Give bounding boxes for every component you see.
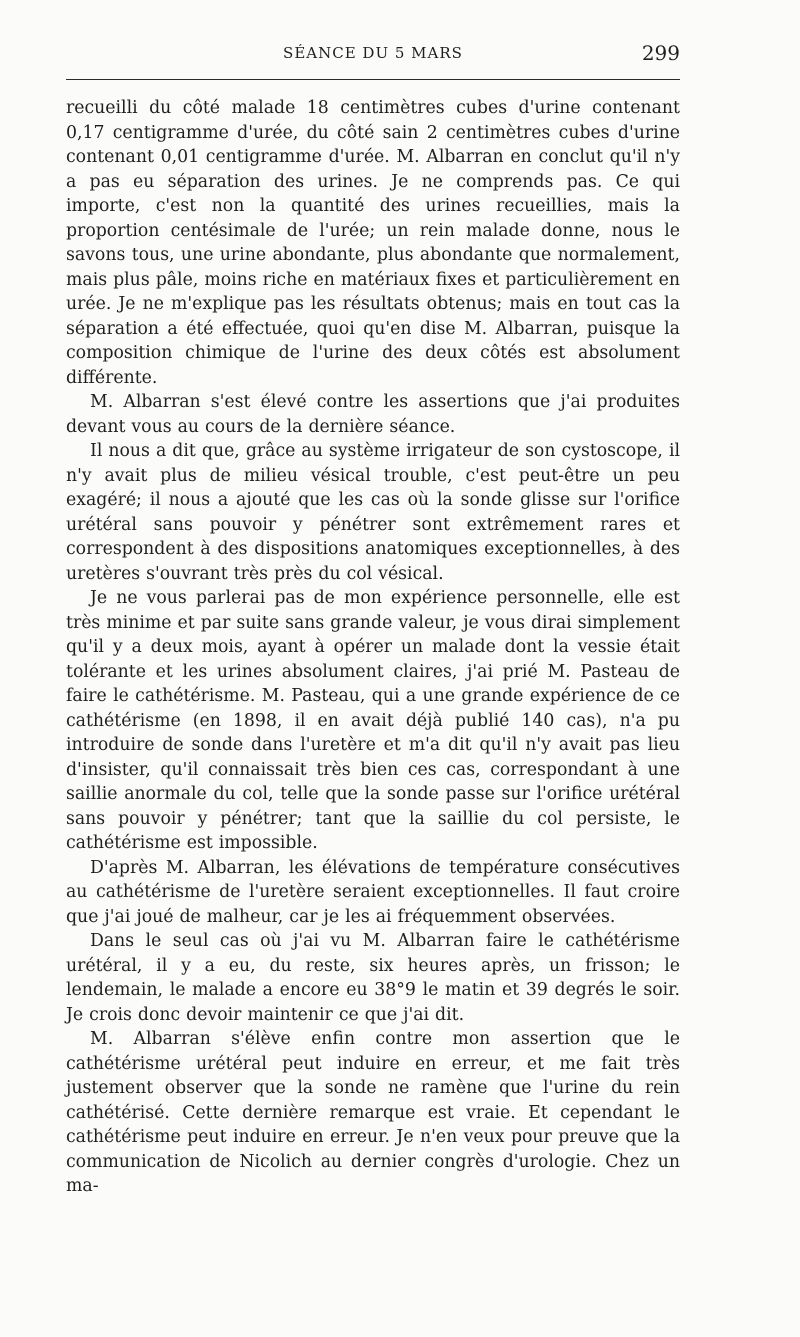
header-rule (66, 79, 680, 80)
paragraph-6: Dans le seul cas où j'ai vu M. Albarran faire le cathétérisme urétéral, il y a eu, du reste, six heures après, un frisson; le lendemain, le malade a encore eu 38°9 le matin et 39 degrés le soir. Je crois donc devoir maintenir ce que j'ai dit. (66, 931, 680, 1025)
body-text (66, 96, 680, 1199)
page-number: 299 (641, 41, 680, 65)
running-title: SÉANCE DU 5 MARS (283, 44, 463, 62)
paragraph-7: M. Albarran s'élève enfin contre mon assertion que le cathétérisme urétéral peut induire en erreur, et me fait très justement observer que la sonde ne ramène que l'urine du rein cathétérisé. Cette dernière remarque est vraie. Et cependant le cathétérisme peut induire en erreur. Je n'en veux pour preuve que la communication de Nicolich au dernier congrès d'urologie. Chez un ma- (66, 1029, 680, 1196)
paragraph-1: recueilli du côté malade 18 centimètres cubes d'urine contenant 0,17 centigramme d'urée, du côté sain 2 centimètres cubes d'urine contenant 0,01 centigramme d'urée. M. Albarran en conclut qu'il n'y a pas eu séparation des urines. Je ne comprends pas. Ce qui importe, c'est non la quantité des urines recueillies, mais la proportion centésimale de l'urée; un rein malade donne, nous le savons tous, une urine abondante, plus abondante que normalement, mais plus pâle, moins riche en matériaux fixes et particulièrement en urée. Je ne m'explique pas les résultats obtenus; mais en tout cas la séparation a été effectuée, quoi qu'en dise M. Albarran, puisque la composition chimique de l'urine des deux côtés est absolument différente. (66, 98, 680, 388)
paragraph-2: M. Albarran s'est élevé contre les assertions que j'ai produites devant vous au cours de la dernière séance. (66, 392, 680, 437)
page-header (66, 41, 680, 74)
paragraph-4: Je ne vous parlerai pas de mon expérience personnelle, elle est très minime et par suite sans grande valeur, je vous dirai simplement qu'il y a deux mois, ayant à opérer un malade dont la vessie était tolérante et les urines absolument claires, j'ai prié M. Pasteau de faire le cathétérisme. M. Pasteau, qui a une grande expérience de ce cathétérisme (en 1898, il en avait déjà publié 140 cas), n'a pu introduire de sonde dans l'uretère et m'a dit qu'il n'y avait pas lieu d'insister, qu'il connaissait très bien ces cas, correspondant à une saillie anormale du col, telle que la sonde passe sur l'orifice urétéral sans pouvoir y pénétrer; tant que la saillie du col persiste, le cathétérisme est impossible. (66, 588, 680, 853)
paragraph-3: Il nous a dit que, grâce au système irrigateur de son cystoscope, il n'y avait plus de milieu vésical trouble, c'est peut-être un peu exagéré; il nous a ajouté que les cas où la sonde glisse sur l'orifice urétéral sans pouvoir y pénétrer sont extrêmement rares et correspondent à des dispositions anatomiques exceptionnelles, à des uretères s'ouvrant très près du col vésical. (66, 441, 680, 584)
paragraph-5: D'après M. Albarran, les élévations de température consécutives au cathétérisme de l'uretère seraient exceptionnelles. Il faut croire que j'ai joué de malheur, car je les ai fréquemment observées. (66, 857, 680, 927)
